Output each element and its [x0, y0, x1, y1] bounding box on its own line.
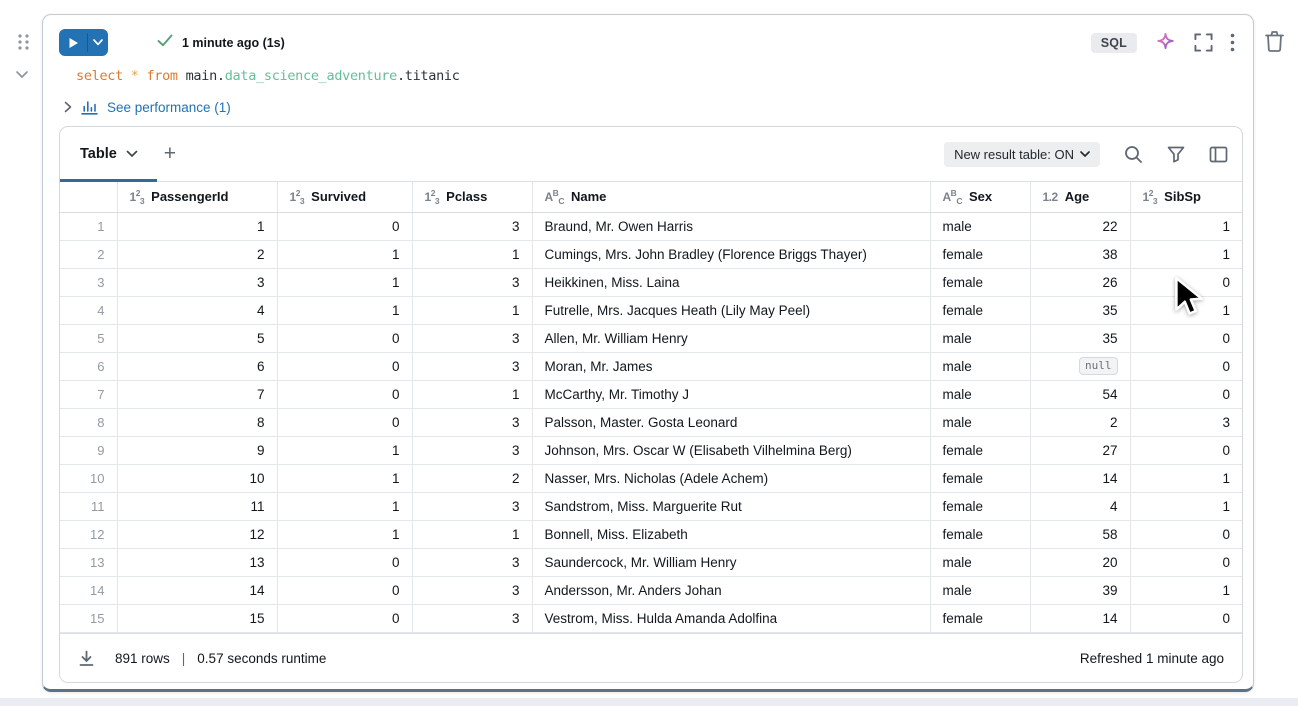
sql-token: from: [146, 68, 178, 84]
delete-cell-trash-icon[interactable]: [1264, 30, 1285, 58]
table-row: [60, 324, 1242, 352]
row-number-cell[interactable]: 6: [60, 352, 117, 380]
cell-sex[interactable]: female: [930, 268, 1030, 296]
result-table-body: [60, 212, 1242, 632]
cell-menu-kebab-icon[interactable]: [1230, 33, 1235, 52]
cell-sibsp[interactable]: 0: [1130, 520, 1242, 548]
cell-survived[interactable]: 0: [277, 548, 412, 576]
column-header-name[interactable]: $A^B_C$ Name: [532, 182, 930, 212]
int-type-icon: $1^2_3$: [424, 187, 440, 206]
cell-sibsp[interactable]: 3: [1130, 408, 1242, 436]
cell-sex[interactable]: female: [930, 296, 1030, 324]
results-panel: [59, 126, 1243, 683]
cell-survived[interactable]: 0: [277, 576, 412, 604]
sql-token: main: [185, 68, 217, 84]
cell-name[interactable]: Nasser, Mrs. Nicholas (Adele Achem): [532, 464, 930, 492]
cell-sibsp[interactable]: 1: [1130, 464, 1242, 492]
results-tabbar: [60, 127, 1242, 182]
cell-sex[interactable]: male: [930, 548, 1030, 576]
cell-survived[interactable]: 0: [277, 408, 412, 436]
cell-age[interactable]: 58: [1030, 520, 1130, 548]
row-number-header: [60, 182, 117, 212]
cell-name[interactable]: Allen, Mr. William Henry: [532, 324, 930, 352]
row-number-cell[interactable]: 9: [60, 436, 117, 464]
cell-name[interactable]: Palsson, Master. Gosta Leonard: [532, 408, 930, 436]
cell-sex[interactable]: male: [930, 576, 1030, 604]
toggle-chevron-down-icon: [1080, 151, 1090, 158]
cell-name[interactable]: Saundercock, Mr. William Henry: [532, 548, 930, 576]
cell-sex[interactable]: male: [930, 408, 1030, 436]
cell-age[interactable]: 14: [1030, 464, 1130, 492]
cell-sibsp[interactable]: 1: [1130, 576, 1242, 604]
cell-sibsp[interactable]: 1: [1130, 240, 1242, 268]
cell-name[interactable]: Andersson, Mr. Anders Johan: [532, 576, 930, 604]
filter-icon[interactable]: [1167, 146, 1185, 163]
notebook-cell: [42, 14, 1254, 692]
row-number-cell[interactable]: 14: [60, 576, 117, 604]
table-row: [60, 268, 1242, 296]
row-number-cell[interactable]: 1: [60, 212, 117, 240]
cell-age[interactable]: 2: [1030, 408, 1130, 436]
cell-sibsp[interactable]: 1: [1130, 296, 1242, 324]
cell-sex[interactable]: male: [930, 212, 1030, 240]
cell-passengerid[interactable]: 11: [117, 492, 277, 520]
cell-survived[interactable]: 1: [277, 268, 412, 296]
collapse-cell-chevron-icon[interactable]: [15, 66, 29, 84]
row-number-cell[interactable]: 2: [60, 240, 117, 268]
row-number-cell[interactable]: 12: [60, 520, 117, 548]
sql-token: .titanic: [396, 68, 460, 84]
row-number-cell[interactable]: 13: [60, 548, 117, 576]
cell-drag-handle-icon[interactable]: [16, 33, 31, 56]
column-header-sibsp[interactable]: $1^2_3$ SibSp: [1130, 182, 1242, 212]
tab-chevron-down-icon[interactable]: [126, 150, 138, 158]
cell-age[interactable]: 4: [1030, 492, 1130, 520]
row-number-cell[interactable]: 15: [60, 604, 117, 632]
cell-survived[interactable]: 0: [277, 380, 412, 408]
cell-age[interactable]: 14: [1030, 604, 1130, 632]
cell-passengerid[interactable]: 14: [117, 576, 277, 604]
performance-chart-icon: [81, 99, 98, 115]
cell-sibsp[interactable]: 0: [1130, 436, 1242, 464]
int-type-icon: $1^2_3$: [129, 187, 145, 206]
cell-passengerid[interactable]: 9: [117, 436, 277, 464]
cell-name[interactable]: Braund, Mr. Owen Harris: [532, 212, 930, 240]
row-number-cell[interactable]: 3: [60, 268, 117, 296]
cell-passengerid[interactable]: 12: [117, 520, 277, 548]
cell-sibsp[interactable]: 0: [1130, 604, 1242, 632]
expand-chevron-icon[interactable]: [64, 101, 72, 113]
cell-passengerid[interactable]: 6: [117, 352, 277, 380]
cell-survived[interactable]: 1: [277, 492, 412, 520]
cell-sibsp[interactable]: 0: [1130, 352, 1242, 380]
cell-passengerid[interactable]: 7: [117, 380, 277, 408]
play-icon[interactable]: [59, 29, 87, 56]
cell-pclass[interactable]: 1: [412, 520, 532, 548]
table-row: [60, 548, 1242, 576]
cell-age[interactable]: 27: [1030, 436, 1130, 464]
cell-age[interactable]: 35: [1030, 324, 1130, 352]
sql-token: data_science_adventure: [224, 68, 397, 84]
add-visualization-button[interactable]: +: [163, 141, 177, 165]
cell-age[interactable]: 38: [1030, 240, 1130, 268]
table-row: [60, 352, 1242, 380]
cell-pclass[interactable]: 3: [412, 492, 532, 520]
cell-sex[interactable]: female: [930, 464, 1030, 492]
int-type-icon: $1^2_3$: [1142, 187, 1158, 206]
cell-age[interactable]: 35: [1030, 296, 1130, 324]
row-number-cell[interactable]: 7: [60, 380, 117, 408]
cell-name[interactable]: Johnson, Mrs. Oscar W (Elisabeth Vilhelmina Berg): [532, 436, 930, 464]
sql-token: .: [216, 68, 225, 84]
cell-sibsp[interactable]: 1: [1130, 212, 1242, 240]
cell-survived[interactable]: 1: [277, 464, 412, 492]
language-badge[interactable]: SQL: [1091, 33, 1137, 53]
assistant-sparkle-icon[interactable]: [1154, 31, 1177, 54]
cell-pclass[interactable]: 3: [412, 408, 532, 436]
cell-sex[interactable]: female: [930, 520, 1030, 548]
column-header-sex[interactable]: $A^B_C$ Sex: [930, 182, 1030, 212]
cell-pclass[interactable]: 3: [412, 436, 532, 464]
cell-sibsp[interactable]: 0: [1130, 268, 1242, 296]
row-number-cell[interactable]: 8: [60, 408, 117, 436]
cell-sex[interactable]: female: [930, 492, 1030, 520]
cell-sex[interactable]: male: [930, 324, 1030, 352]
run-options-chevron-icon[interactable]: [88, 29, 108, 56]
table-row: [60, 576, 1242, 604]
table-row: [60, 212, 1242, 240]
row-number-cell[interactable]: 10: [60, 464, 117, 492]
cell-passengerid[interactable]: 2: [117, 240, 277, 268]
runtime-text: 0.57 seconds runtime: [197, 650, 327, 666]
sql-token: [178, 68, 186, 84]
table-row: [60, 464, 1242, 492]
column-header-passengerid[interactable]: $1^2_3$ PassengerId: [117, 182, 277, 212]
cell-pclass[interactable]: 2: [412, 464, 532, 492]
cell-sibsp[interactable]: 0: [1130, 548, 1242, 576]
cell-survived[interactable]: 0: [277, 352, 412, 380]
sql-query[interactable]: [76, 68, 460, 84]
table-row: [60, 296, 1242, 324]
result-table: [60, 182, 1242, 633]
cell-run-status: [157, 29, 285, 56]
cell-name[interactable]: McCarthy, Mr. Timothy J: [532, 380, 930, 408]
cell-sex[interactable]: female: [930, 604, 1030, 632]
int-type-icon: $1^2_3$: [289, 187, 305, 206]
cell-passengerid[interactable]: 15: [117, 604, 277, 632]
table-row: [60, 520, 1242, 548]
run-button[interactable]: [59, 29, 108, 56]
cell-pclass[interactable]: 1: [412, 240, 532, 268]
cell-age[interactable]: 54: [1030, 380, 1130, 408]
table-row: [60, 604, 1242, 632]
cell-passengerid[interactable]: 4: [117, 296, 277, 324]
cell-name[interactable]: Vestrom, Miss. Hulda Amanda Adolfina: [532, 604, 930, 632]
download-icon[interactable]: [78, 650, 95, 667]
cell-survived[interactable]: 1: [277, 520, 412, 548]
table-row: [60, 492, 1242, 520]
cell-name[interactable]: Cumings, Mrs. John Bradley (Florence Briggs Thayer): [532, 240, 930, 268]
string-type-icon: $A^B_C$: [942, 187, 962, 206]
cell-survived[interactable]: 0: [277, 212, 412, 240]
cell-name[interactable]: Sandstrom, Miss. Marguerite Rut: [532, 492, 930, 520]
sql-token: select: [76, 68, 123, 84]
table-row: [60, 436, 1242, 464]
row-number-cell[interactable]: 5: [60, 324, 117, 352]
cell-age[interactable]: 39: [1030, 576, 1130, 604]
sql-token: *: [130, 68, 139, 84]
string-type-icon: $A^B_C$: [544, 187, 564, 206]
cell-passengerid[interactable]: 8: [117, 408, 277, 436]
cell-survived[interactable]: 1: [277, 240, 412, 268]
column-header-survived[interactable]: $1^2_3$ Survived: [277, 182, 412, 212]
cell-name[interactable]: Heikkinen, Miss. Laina: [532, 268, 930, 296]
tab-table-label: Table: [80, 146, 117, 162]
cell-passengerid[interactable]: 1: [117, 212, 277, 240]
page-bottom-strip: [0, 698, 1298, 706]
cell-survived[interactable]: 1: [277, 296, 412, 324]
cell-age[interactable]: [1030, 352, 1130, 380]
see-performance-row[interactable]: [64, 99, 231, 115]
cell-sibsp[interactable]: 0: [1130, 324, 1242, 352]
cell-sex[interactable]: male: [930, 352, 1030, 380]
cell-pclass[interactable]: 1: [412, 296, 532, 324]
sql-token: [123, 68, 131, 84]
column-header-pclass[interactable]: $1^2_3$ Pclass: [412, 182, 532, 212]
row-number-cell[interactable]: 11: [60, 492, 117, 520]
cell-sibsp[interactable]: 0: [1130, 380, 1242, 408]
search-icon[interactable]: [1124, 145, 1143, 164]
see-performance-link[interactable]: See performance (1): [107, 99, 231, 115]
cell-pclass[interactable]: 3: [412, 352, 532, 380]
cell-pclass[interactable]: 1: [412, 380, 532, 408]
cell-name[interactable]: Moran, Mr. James: [532, 352, 930, 380]
cell-survived[interactable]: 0: [277, 324, 412, 352]
cell-pclass[interactable]: 3: [412, 324, 532, 352]
fullscreen-expand-icon[interactable]: [1194, 33, 1213, 52]
cell-passengerid[interactable]: 3: [117, 268, 277, 296]
cell-pclass[interactable]: 3: [412, 576, 532, 604]
cell-sex[interactable]: female: [930, 436, 1030, 464]
new-result-table-toggle[interactable]: New result table: ON: [944, 142, 1100, 167]
footer-divider: |: [181, 650, 186, 666]
results-footer: [60, 633, 1242, 682]
cell-age[interactable]: 20: [1030, 548, 1130, 576]
cell-passengerid[interactable]: 13: [117, 548, 277, 576]
side-panel-icon[interactable]: [1209, 146, 1228, 163]
row-count-text: 891 rows: [115, 650, 170, 666]
cell-pclass[interactable]: 3: [412, 212, 532, 240]
float-type-icon: 1.2: [1042, 190, 1058, 205]
row-number-cell[interactable]: 4: [60, 296, 117, 324]
null-badge: null: [1079, 357, 1118, 375]
success-check-icon: [157, 34, 173, 52]
last-run-text: 1 minute ago (1s): [182, 35, 285, 50]
table-row: [60, 240, 1242, 268]
tab-table[interactable]: [80, 146, 138, 162]
result-table-header: [60, 182, 1242, 212]
table-row: [60, 380, 1242, 408]
cell-pclass[interactable]: 3: [412, 548, 532, 576]
cell-age[interactable]: 22: [1030, 212, 1130, 240]
header-row: [60, 182, 1242, 212]
cell-survived[interactable]: 1: [277, 436, 412, 464]
cell-survived[interactable]: 0: [277, 604, 412, 632]
cell-pclass[interactable]: 3: [412, 604, 532, 632]
cell-passengerid[interactable]: 10: [117, 464, 277, 492]
cell-pclass[interactable]: 3: [412, 268, 532, 296]
cell-sex[interactable]: female: [930, 240, 1030, 268]
cell-age[interactable]: 26: [1030, 268, 1130, 296]
table-row: [60, 408, 1242, 436]
active-tab-underline: [60, 179, 157, 182]
cell-sex[interactable]: male: [930, 380, 1030, 408]
cell-name[interactable]: Bonnell, Miss. Elizabeth: [532, 520, 930, 548]
cell-passengerid[interactable]: 5: [117, 324, 277, 352]
column-header-age[interactable]: 1.2 Age: [1030, 182, 1130, 212]
cell-name[interactable]: Futrelle, Mrs. Jacques Heath (Lily May Peel): [532, 296, 930, 324]
cell-sibsp[interactable]: 1: [1130, 492, 1242, 520]
refreshed-text: Refreshed 1 minute ago: [1079, 650, 1224, 666]
